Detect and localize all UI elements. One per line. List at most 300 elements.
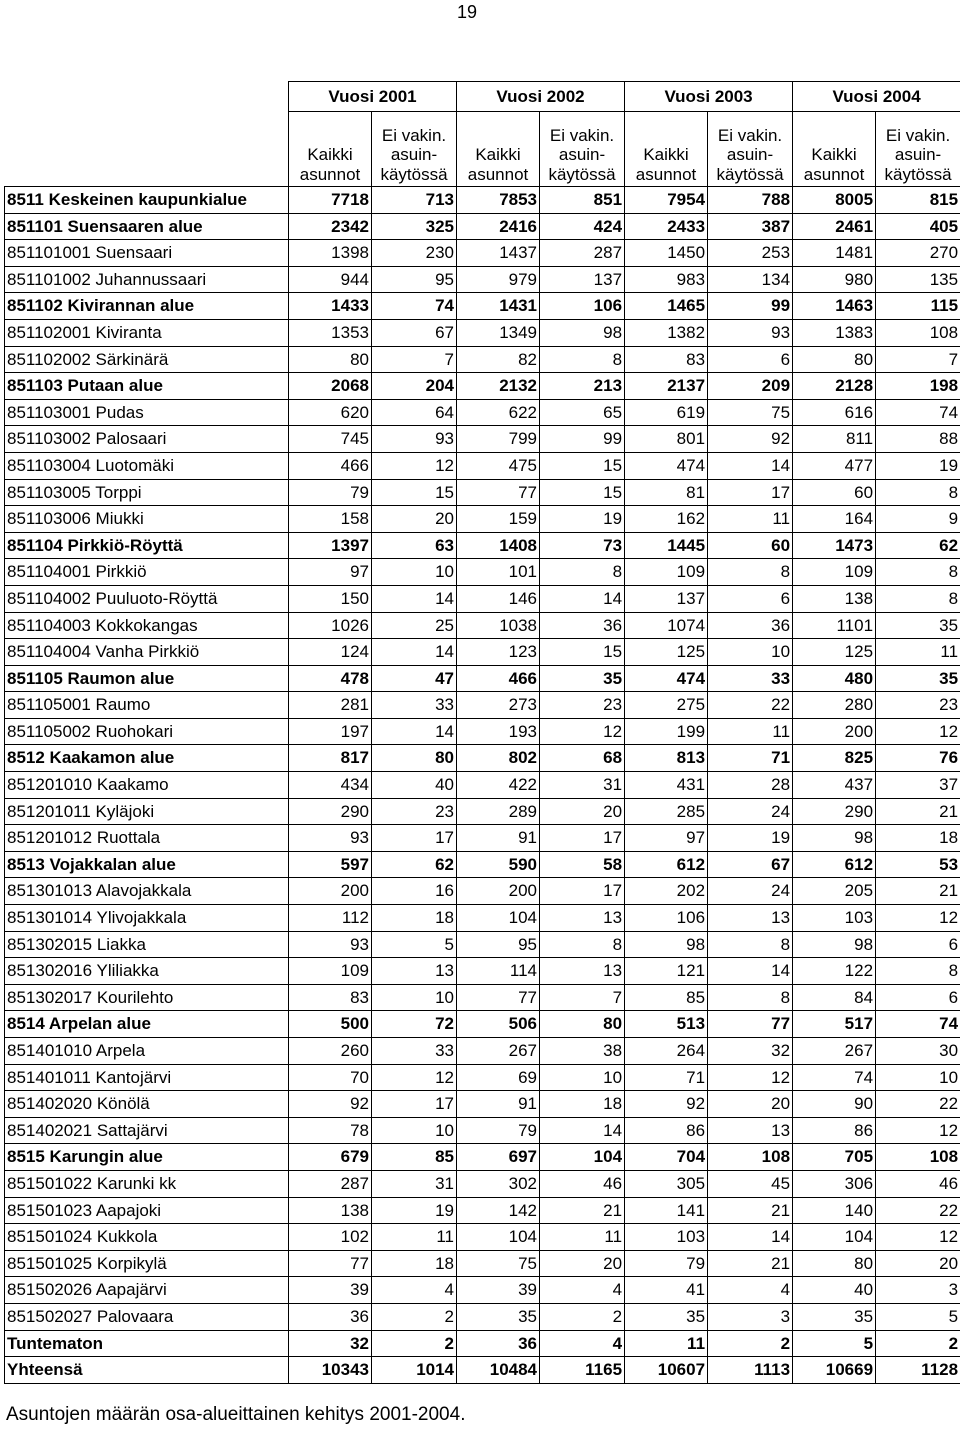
table-row [5,931,960,958]
vacant-dwellings-cell: 13 [708,1117,793,1144]
total-dwellings-cell: 705 [793,1144,876,1171]
vacant-dwellings-cell: 17 [708,479,793,506]
total-dwellings-cell: 267 [457,1038,540,1065]
vacant-dwellings-cell: 35 [540,665,625,692]
year-header: Vuosi 2003 [625,82,793,112]
total-dwellings-cell: 2132 [457,373,540,400]
vacant-dwellings-cell: 74 [876,399,960,426]
total-dwellings-cell: 140 [793,1197,876,1224]
total-dwellings-cell: 60 [793,479,876,506]
total-dwellings-cell: 980 [793,266,876,293]
total-dwellings-cell: 10343 [289,1357,372,1384]
vacant-dwellings-cell: 40 [372,772,457,799]
vacant-dwellings-cell: 33 [372,692,457,719]
vacant-dwellings-cell: 13 [708,905,793,932]
total-dwellings-cell: 124 [289,639,372,666]
total-dwellings-cell: 70 [289,1064,372,1091]
year-header: Vuosi 2001 [289,82,457,112]
total-dwellings-cell: 306 [793,1170,876,1197]
table-row [5,665,960,692]
vacant-dwellings-cell: 106 [540,293,625,320]
vacant-dwellings-cell: 20 [708,1091,793,1118]
total-dwellings-cell: 679 [289,1144,372,1171]
vacant-dwellings-cell: 35 [876,665,960,692]
total-dwellings-cell: 93 [289,931,372,958]
total-dwellings-cell: 10607 [625,1357,708,1384]
table-row [5,639,960,666]
vacant-dwellings-cell: 95 [372,266,457,293]
vacant-dwellings-cell: 74 [372,293,457,320]
table-caption: Asuntojen määrän osa-alueittainen kehitys 2001-2004. [6,1404,466,1425]
subheader-line: Kaikki [643,145,689,164]
vacant-dwellings-cell: 135 [876,266,960,293]
subheader-line: asuin- [726,145,774,164]
vacant-dwellings-cell: 67 [708,851,793,878]
total-dwellings-cell: 146 [457,585,540,612]
vacant-dwellings-cell: 325 [372,213,457,240]
total-dwellings-cell: 79 [289,479,372,506]
area-name-cell: 851201011 Kyläjoki [5,798,289,825]
total-dwellings-cell: 466 [289,452,372,479]
total-dwellings-cell: 75 [457,1250,540,1277]
vacant-dwellings-cell: 71 [708,745,793,772]
area-name-cell: 851101002 Juhannussaari [5,266,289,293]
total-dwellings-cell: 1481 [793,240,876,267]
total-dwellings-cell: 7718 [289,187,372,214]
total-dwellings-cell: 10669 [793,1357,876,1384]
vacant-dwellings-cell: 12 [372,452,457,479]
vacant-dwellings-cell: 137 [540,266,625,293]
subheader-total-dwellings [793,112,876,187]
table-row [5,213,960,240]
vacant-dwellings-cell: 22 [708,692,793,719]
vacant-dwellings-cell: 46 [540,1170,625,1197]
total-dwellings-cell: 1026 [289,612,372,639]
vacant-dwellings-cell: 14 [540,1117,625,1144]
subheader-line: käytössä [884,164,952,184]
total-dwellings-cell: 2128 [793,373,876,400]
subheader-line: käytössä [548,164,616,184]
area-name-cell: 851201010 Kaakamo [5,772,289,799]
total-dwellings-cell: 1463 [793,293,876,320]
vacant-dwellings-cell: 85 [372,1144,457,1171]
table-row [5,905,960,932]
total-dwellings-cell: 1074 [625,612,708,639]
table-row [5,1038,960,1065]
total-dwellings-cell: 506 [457,1011,540,1038]
total-dwellings-cell: 944 [289,266,372,293]
area-name-cell: 851402021 Sattajärvi [5,1117,289,1144]
total-dwellings-cell: 84 [793,984,876,1011]
total-dwellings-cell: 150 [289,585,372,612]
vacant-dwellings-cell: 2 [372,1303,457,1330]
table-row [5,1144,960,1171]
area-name-cell: 851103004 Luotomäki [5,452,289,479]
area-name-cell: 851104 Pirkkiö-Röyttä [5,532,289,559]
total-dwellings-cell: 1450 [625,240,708,267]
total-dwellings-cell: 8005 [793,187,876,214]
total-dwellings-cell: 35 [457,1303,540,1330]
vacant-dwellings-cell: 815 [876,187,960,214]
total-dwellings-cell: 125 [625,639,708,666]
area-name-cell: Yhteensä [5,1357,289,1384]
vacant-dwellings-cell: 80 [540,1011,625,1038]
vacant-dwellings-cell: 18 [372,1250,457,1277]
vacant-dwellings-cell: 8 [540,346,625,373]
total-dwellings-cell: 704 [625,1144,708,1171]
total-dwellings-cell: 2461 [793,213,876,240]
total-dwellings-cell: 267 [793,1038,876,1065]
vacant-dwellings-cell: 14 [372,718,457,745]
total-dwellings-cell: 275 [625,692,708,719]
vacant-dwellings-cell: 23 [540,692,625,719]
total-dwellings-cell: 197 [289,718,372,745]
total-dwellings-cell: 697 [457,1144,540,1171]
vacant-dwellings-cell: 99 [540,426,625,453]
total-dwellings-cell: 125 [793,639,876,666]
vacant-dwellings-cell: 63 [372,532,457,559]
total-dwellings-cell: 164 [793,506,876,533]
vacant-dwellings-cell: 6 [708,585,793,612]
vacant-dwellings-cell: 213 [540,373,625,400]
vacant-dwellings-cell: 21 [540,1197,625,1224]
total-dwellings-cell: 79 [457,1117,540,1144]
vacant-dwellings-cell: 21 [708,1197,793,1224]
vacant-dwellings-cell: 7 [540,984,625,1011]
total-dwellings-cell: 159 [457,506,540,533]
vacant-dwellings-cell: 19 [876,452,960,479]
table-row [5,293,960,320]
table-row [5,266,960,293]
total-dwellings-cell: 474 [625,665,708,692]
table-row [5,878,960,905]
total-dwellings-cell: 199 [625,718,708,745]
vacant-dwellings-cell: 8 [876,585,960,612]
vacant-dwellings-cell: 11 [540,1224,625,1251]
total-dwellings-cell: 2137 [625,373,708,400]
table-row [5,240,960,267]
area-name-cell: 851401010 Arpela [5,1038,289,1065]
vacant-dwellings-cell: 16 [372,878,457,905]
total-dwellings-cell: 112 [289,905,372,932]
subheader-line: käytössä [380,164,448,184]
total-dwellings-cell: 302 [457,1170,540,1197]
total-dwellings-cell: 260 [289,1038,372,1065]
vacant-dwellings-cell: 405 [876,213,960,240]
vacant-dwellings-cell: 2 [708,1330,793,1357]
total-dwellings-cell: 983 [625,266,708,293]
vacant-dwellings-cell: 8 [540,559,625,586]
total-dwellings-cell: 745 [289,426,372,453]
total-dwellings-cell: 92 [289,1091,372,1118]
vacant-dwellings-cell: 15 [540,479,625,506]
year-header: Vuosi 2002 [457,82,625,112]
header-corner [5,112,289,187]
total-dwellings-cell: 200 [289,878,372,905]
area-name-cell: 8511 Keskeinen kaupunkialue [5,187,289,214]
vacant-dwellings-cell: 8 [708,559,793,586]
total-dwellings-cell: 74 [793,1064,876,1091]
total-dwellings-cell: 620 [289,399,372,426]
total-dwellings-cell: 77 [457,479,540,506]
vacant-dwellings-cell: 21 [876,878,960,905]
vacant-dwellings-cell: 24 [708,878,793,905]
area-name-cell: 851102002 Särkinärä [5,346,289,373]
header-corner [5,82,289,112]
vacant-dwellings-cell: 18 [540,1091,625,1118]
total-dwellings-cell: 205 [793,878,876,905]
total-dwellings-cell: 36 [457,1330,540,1357]
vacant-dwellings-cell: 62 [876,532,960,559]
total-dwellings-cell: 622 [457,399,540,426]
vacant-dwellings-cell: 92 [708,426,793,453]
total-dwellings-cell: 95 [457,931,540,958]
total-dwellings-cell: 109 [625,559,708,586]
vacant-dwellings-cell: 6 [876,984,960,1011]
area-name-cell: 851105001 Raumo [5,692,289,719]
vacant-dwellings-cell: 77 [708,1011,793,1038]
total-dwellings-cell: 979 [457,266,540,293]
vacant-dwellings-cell: 13 [372,958,457,985]
vacant-dwellings-cell: 14 [708,1224,793,1251]
subheader-total-dwellings [625,112,708,187]
subheader-line: Ei vakin. [885,125,951,145]
total-dwellings-cell: 619 [625,399,708,426]
total-dwellings-cell: 1445 [625,532,708,559]
total-dwellings-cell: 7954 [625,187,708,214]
area-name-cell: 851502027 Palovaara [5,1303,289,1330]
vacant-dwellings-cell: 5 [876,1303,960,1330]
vacant-dwellings-cell: 4 [372,1277,457,1304]
year-header: Vuosi 2004 [793,82,960,112]
total-dwellings-cell: 10484 [457,1357,540,1384]
vacant-dwellings-cell: 14 [708,958,793,985]
total-dwellings-cell: 101 [457,559,540,586]
vacant-dwellings-cell: 11 [372,1224,457,1251]
total-dwellings-cell: 1398 [289,240,372,267]
area-name-cell: 851501025 Korpikylä [5,1250,289,1277]
table-row [5,851,960,878]
total-dwellings-cell: 500 [289,1011,372,1038]
vacant-dwellings-cell: 11 [708,718,793,745]
table-row [5,1117,960,1144]
total-dwellings-cell: 97 [289,559,372,586]
area-name-cell: 851301014 Ylivojakkala [5,905,289,932]
vacant-dwellings-cell: 74 [876,1011,960,1038]
total-dwellings-cell: 69 [457,1064,540,1091]
total-dwellings-cell: 122 [793,958,876,985]
vacant-dwellings-cell: 788 [708,187,793,214]
vacant-dwellings-cell: 3 [876,1277,960,1304]
total-dwellings-cell: 289 [457,798,540,825]
subheader-total-dwellings [289,112,372,187]
total-dwellings-cell: 77 [289,1250,372,1277]
vacant-dwellings-cell: 12 [876,905,960,932]
total-dwellings-cell: 200 [793,718,876,745]
total-dwellings-cell: 109 [289,958,372,985]
total-dwellings-cell: 1383 [793,319,876,346]
table-row [5,506,960,533]
total-dwellings-cell: 104 [457,905,540,932]
total-dwellings-cell: 290 [793,798,876,825]
vacant-dwellings-cell: 22 [876,1091,960,1118]
vacant-dwellings-cell: 75 [708,399,793,426]
area-name-cell: 8514 Arpelan alue [5,1011,289,1038]
total-dwellings-cell: 466 [457,665,540,692]
vacant-dwellings-cell: 10 [372,984,457,1011]
total-dwellings-cell: 1397 [289,532,372,559]
table-body [5,187,960,1384]
vacant-dwellings-cell: 9 [876,506,960,533]
total-dwellings-cell: 2342 [289,213,372,240]
total-dwellings-cell: 83 [289,984,372,1011]
total-dwellings-cell: 102 [289,1224,372,1251]
vacant-dwellings-cell: 134 [708,266,793,293]
total-dwellings-cell: 431 [625,772,708,799]
table-row [5,692,960,719]
vacant-dwellings-cell: 13 [540,958,625,985]
vacant-dwellings-cell: 76 [876,745,960,772]
vacant-dwellings-cell: 12 [876,1224,960,1251]
vacant-dwellings-cell: 72 [372,1011,457,1038]
table-row [5,745,960,772]
table-row [5,772,960,799]
area-name-cell: 851105002 Ruohokari [5,718,289,745]
total-dwellings-cell: 517 [793,1011,876,1038]
subheader-line: asuin- [390,145,438,164]
vacant-dwellings-cell: 47 [372,665,457,692]
area-name-cell: Tuntematon [5,1330,289,1357]
vacant-dwellings-cell: 12 [540,718,625,745]
area-name-cell: 851103006 Miukki [5,506,289,533]
vacant-dwellings-cell: 32 [708,1038,793,1065]
vacant-dwellings-cell: 2 [876,1330,960,1357]
total-dwellings-cell: 35 [793,1303,876,1330]
vacant-dwellings-cell: 19 [540,506,625,533]
vacant-dwellings-cell: 17 [372,825,457,852]
total-dwellings-cell: 612 [625,851,708,878]
subheader-line: asunnot [803,164,865,184]
total-dwellings-cell: 91 [457,825,540,852]
vacant-dwellings-cell: 18 [372,905,457,932]
vacant-dwellings-cell: 10 [876,1064,960,1091]
total-dwellings-cell: 86 [793,1117,876,1144]
vacant-dwellings-cell: 98 [540,319,625,346]
table-row [5,559,960,586]
vacant-dwellings-cell: 10 [708,639,793,666]
vacant-dwellings-cell: 20 [540,798,625,825]
subheader-line: asunnot [299,164,361,184]
sub-header-row [5,112,960,187]
total-dwellings-cell: 77 [457,984,540,1011]
table-row [5,1224,960,1251]
vacant-dwellings-cell: 3 [708,1303,793,1330]
vacant-dwellings-cell: 36 [708,612,793,639]
area-name-cell: 851103 Putaan alue [5,373,289,400]
total-dwellings-cell: 1465 [625,293,708,320]
vacant-dwellings-cell: 93 [372,426,457,453]
vacant-dwellings-cell: 108 [708,1144,793,1171]
vacant-dwellings-cell: 23 [876,692,960,719]
total-dwellings-cell: 137 [625,585,708,612]
total-dwellings-cell: 264 [625,1038,708,1065]
subheader-line: Ei vakin. [381,125,447,145]
total-dwellings-cell: 193 [457,718,540,745]
table-row [5,1303,960,1330]
page-number: 19 [456,2,478,22]
total-dwellings-cell: 1353 [289,319,372,346]
subheader-total-dwellings [457,112,540,187]
total-dwellings-cell: 90 [793,1091,876,1118]
area-name-cell: 851502026 Aapajärvi [5,1277,289,1304]
total-dwellings-cell: 590 [457,851,540,878]
vacant-dwellings-cell: 25 [372,612,457,639]
total-dwellings-cell: 280 [793,692,876,719]
vacant-dwellings-cell: 1113 [708,1357,793,1384]
table-row [5,612,960,639]
vacant-dwellings-cell: 198 [876,373,960,400]
vacant-dwellings-cell: 851 [540,187,625,214]
table-row [5,798,960,825]
total-dwellings-cell: 422 [457,772,540,799]
vacant-dwellings-cell: 15 [540,452,625,479]
area-name-cell: 851102 Kivirannan alue [5,293,289,320]
vacant-dwellings-cell: 15 [372,479,457,506]
vacant-dwellings-cell: 28 [708,772,793,799]
vacant-dwellings-cell: 713 [372,187,457,214]
vacant-dwellings-cell: 13 [540,905,625,932]
subheader-vacant-dwellings [708,112,793,187]
vacant-dwellings-cell: 209 [708,373,793,400]
vacant-dwellings-cell: 80 [372,745,457,772]
vacant-dwellings-cell: 6 [876,931,960,958]
total-dwellings-cell: 36 [289,1303,372,1330]
total-dwellings-cell: 2416 [457,213,540,240]
total-dwellings-cell: 1349 [457,319,540,346]
subheader-line: asuin- [558,145,606,164]
vacant-dwellings-cell: 65 [540,399,625,426]
vacant-dwellings-cell: 11 [876,639,960,666]
vacant-dwellings-cell: 45 [708,1170,793,1197]
vacant-dwellings-cell: 7 [372,346,457,373]
total-dwellings-cell: 5 [793,1330,876,1357]
total-dwellings-cell: 80 [289,346,372,373]
area-name-cell: 851301013 Alavojakkala [5,878,289,905]
total-dwellings-cell: 97 [625,825,708,852]
vacant-dwellings-cell: 4 [708,1277,793,1304]
vacant-dwellings-cell: 30 [876,1038,960,1065]
total-dwellings-cell: 71 [625,1064,708,1091]
vacant-dwellings-cell: 12 [876,718,960,745]
subheader-line: Kaikki [811,145,857,164]
vacant-dwellings-cell: 4 [540,1277,625,1304]
vacant-dwellings-cell: 18 [876,825,960,852]
total-dwellings-cell: 616 [793,399,876,426]
vacant-dwellings-cell: 46 [876,1170,960,1197]
vacant-dwellings-cell: 14 [372,639,457,666]
vacant-dwellings-cell: 67 [372,319,457,346]
table-row [5,346,960,373]
table-row [5,1330,960,1357]
vacant-dwellings-cell: 8 [876,958,960,985]
vacant-dwellings-cell: 104 [540,1144,625,1171]
vacant-dwellings-cell: 19 [708,825,793,852]
vacant-dwellings-cell: 14 [372,585,457,612]
total-dwellings-cell: 82 [457,346,540,373]
subheader-line: Ei vakin. [549,125,615,145]
subheader-vacant-dwellings [540,112,625,187]
total-dwellings-cell: 273 [457,692,540,719]
